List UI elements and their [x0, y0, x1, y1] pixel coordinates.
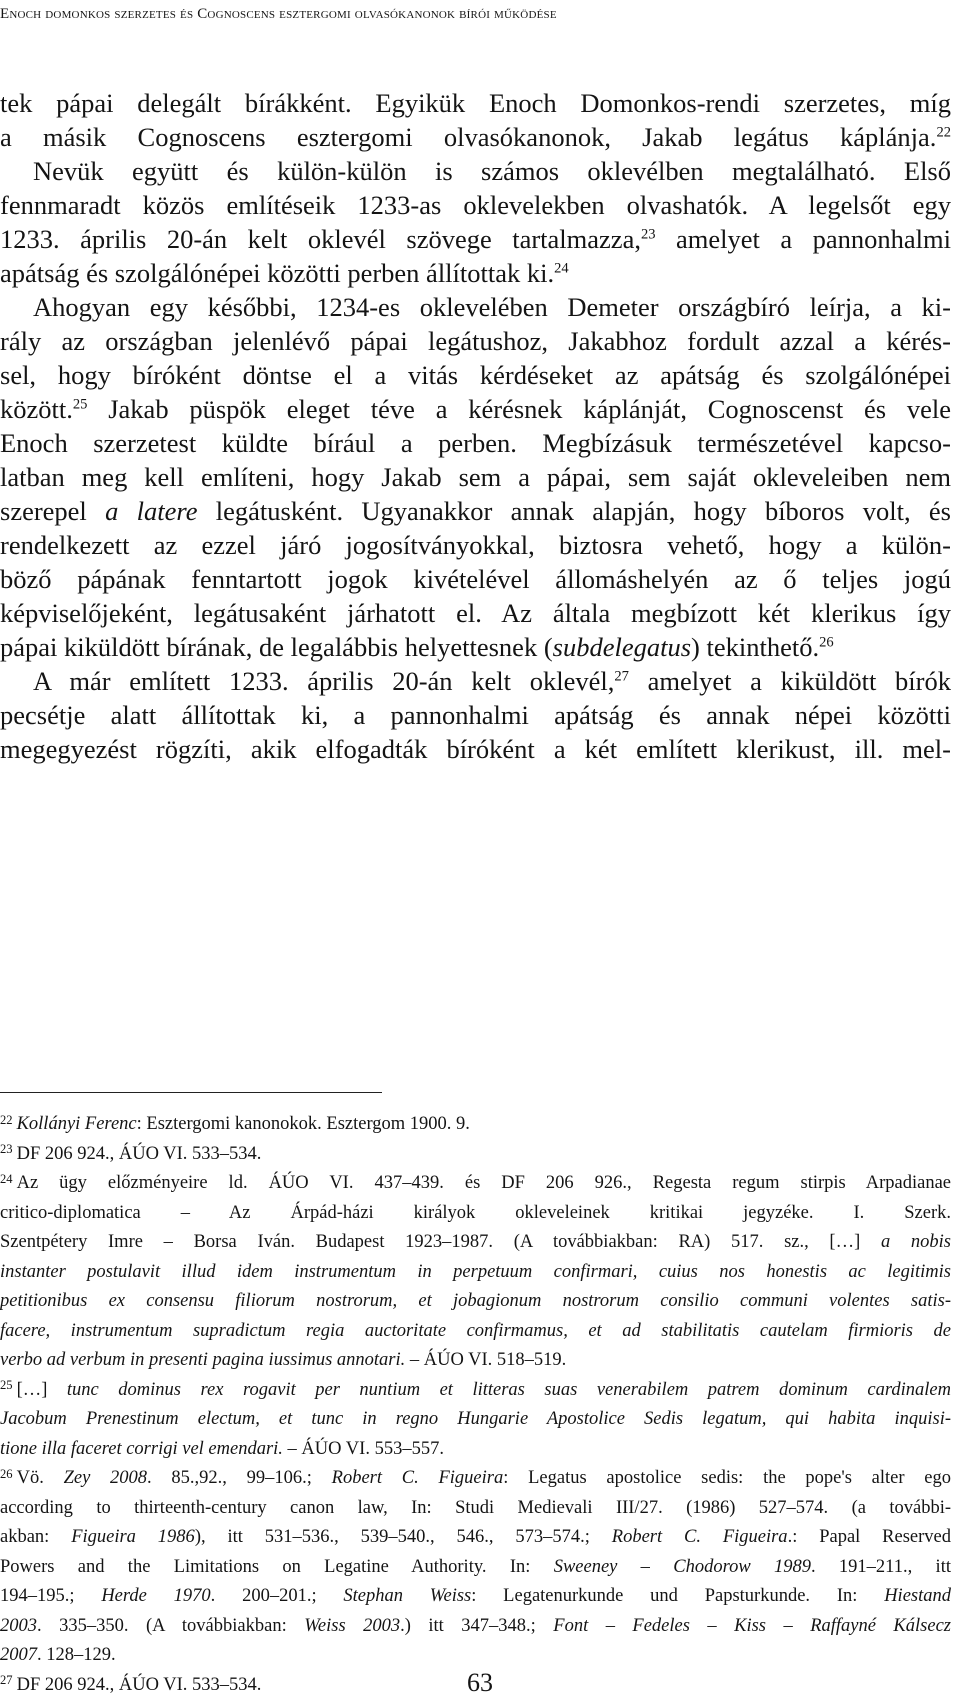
footnote-25: $^{25}$ […] tunc dominus rex rogavit per nuntium et litteras suas venerabilem patrem dominum cardinalem — [0, 1378, 951, 1400]
footnote-line: 2007. 128–129. — [0, 1645, 116, 1665]
footnote-line: 194–195.; Herde 1970. 200–201.; Stephan Weiss: Legatenurkunde und Papsturkunde. In: Hiestand — [0, 1586, 951, 1606]
running-header: Enoch domonkos szerzetes és Cognoscens esztergomi olvasókanonok bírói működése — [0, 6, 557, 22]
footnote-line: petitionibus ex consensu filiorum nostrorum, et jobagionum nostrorum consilio communi volentes satis- — [0, 1291, 951, 1311]
text-line: pecsétje alatt állítottak ki, a pannonhalmi apátság és annak népei közötti — [0, 700, 951, 730]
footnote-22: $^{22}$ Kollányi Ferenc: Esztergomi kanonokok. Esztergom 1900. 9. — [0, 1112, 470, 1134]
text-line: 1233. április 20-án kelt oklevél szövege tartalmazza,$^{23}$ amelyet a pannonhalmi — [0, 224, 951, 254]
footnote-line: verbo ad verbum in presenti pagina iussimus annotari. – ÁÚO VI. 518–519. — [0, 1350, 567, 1370]
footnote-ref[interactable]: 27 — [614, 668, 629, 685]
paragraph-first-line: A már említett 1233. április 20-án kelt oklevél,$^{27}$ amelyet a kiküldött bírók — [33, 666, 951, 696]
text-line: között.$^{25}$ Jakab püspök eleget téve a kérésnek káplánját, Cognoscenst és vele — [0, 394, 951, 424]
footnote-27: $^{27}$ DF 206 924., ÁÚO VI. 533–534. — [0, 1673, 262, 1695]
text-line: megegyezést rögzíti, akik elfogadták bíróként a két említett klerikust, ill. mel- — [0, 734, 951, 764]
footnote-ref[interactable]: 24 — [554, 260, 569, 277]
text-line: tek pápai delegált bírákként. Egyikük Enoch Domonkos-rendi szerzetes, míg — [0, 88, 951, 118]
text-line: a másik Cognoscens esztergomi olvasókanonok, Jakab legátus káplánja.$^{22}$ — [0, 122, 951, 152]
text-line: rály az országban jelenlévő pápai legátushoz, Jakabhoz fordult azzal a kérés- — [0, 326, 951, 356]
paragraph-first-line: Nevük együtt és külön-külön is számos oklevélben megtalálható. Első — [33, 156, 951, 186]
footnote-line: Jacobum Prenestinum electum, et tunc in regno Hungarie Apostolice Sedis legatum, qui habita inquisi- — [0, 1409, 951, 1429]
footnote-26: $^{26}$ Vö. Zey 2008. 85.,92., 99–106.; Robert C. Figueira: Legatus apostolice sedis: the pope's alter ego — [0, 1466, 951, 1488]
text-line: apátság és szolgálónépei közötti perben állítottak ki.$^{24}$ — [0, 258, 569, 288]
text-line: böző pápának fenntartott jogok kivételével állomáshelyén az ő teljes jogú — [0, 564, 951, 594]
text-line: képviselőjeként, legátusaként járhatott el. Az általa megbízott két klerikus így — [0, 598, 951, 628]
footnote-line: facere, instrumentum supradictum regia auctoritate confirmamus, et ad stabilitatis cautelam firmioris de — [0, 1320, 951, 1341]
footnote-line: tione illa faceret corrigi vel emendari. – ÁÚO VI. 553–557. — [0, 1438, 444, 1459]
footnote-line: instanter postulavit illud idem instrumentum in perpetuum confirmari, cuius nos honestis ac legitimis — [0, 1261, 951, 1282]
main-text — [0, 86, 951, 766]
paragraph-first-line: Ahogyan egy későbbi, 1234-es oklevelében Demeter országbíró leírja, a ki- — [33, 292, 951, 322]
footnote-ref[interactable]: 25 — [72, 396, 88, 413]
footnote-line: 2003. 335–350. (A továbbiakban: Weiss 2003.) itt 347–348.; Font – Fedeles – Kiss – Raffayné Kálsecz — [0, 1615, 951, 1636]
text-line: szerepel a latere legátusként. Ugyanakkor annak alapján, hogy bíboros volt, és — [0, 496, 951, 526]
text-line: fennmaradt közös említéseik 1233-as oklevelekben olvashatók. A legelsőt egy — [0, 190, 951, 220]
footnote-ref[interactable]: 23 — [640, 226, 656, 243]
text-line: pápai kiküldött bírának, de legalábbis helyettesnek (subdelegatus) tekinthető.$^{26}$ — [0, 632, 834, 662]
text-line: rendelkezett az ezzel járó jogosítványokkal, biztosra vehető, hogy a külön- — [0, 530, 951, 560]
footnote-ref[interactable]: 26 — [819, 634, 834, 651]
footnote-23: $^{23}$ DF 206 924., ÁÚO VI. 533–534. — [0, 1142, 262, 1164]
footnote-line: Powers and the Limitations on Legatine Authority. In: Sweeney – Chodorow 1989. 191–211., itt — [0, 1556, 951, 1577]
footnote-ref[interactable]: 22 — [936, 124, 951, 141]
footnote-line: according to thirteenth-century canon law, In: Studi Medievali III/27. (1986) 527–574. (a további- — [0, 1497, 951, 1518]
footnotes — [0, 1110, 951, 1700]
page-number: 63 — [467, 1668, 493, 1697]
footnote-line: critico-diplomatica – Az Árpád-házi királyok okleveleinek kritikai jegyzéke. I. Szerk. — [0, 1202, 951, 1223]
text-line: Enoch szerzetest küldte bírául a perben. Megbízásuk természetével kapcso- — [0, 428, 951, 458]
text-line: sel, hogy bíróként döntse el a vitás kérdéseket az apátság és szolgálónépei — [0, 360, 951, 390]
text-line: latban meg kell említeni, hogy Jakab sem a pápai, sem saját okleveleiben nem — [0, 462, 951, 492]
footnote-line: akban: Figueira 1986), itt 531–536., 539–540., 546., 573–574.; Robert C. Figueira.: Papal Reserved — [0, 1527, 952, 1547]
footnote-line: Szentpétery Imre – Borsa Iván. Budapest 1923–1987. (A továbbiakban: RA) 517. sz., […] a nobis — [0, 1232, 952, 1252]
footnote-24: $^{24}$ Az ügy előzményeire ld. ÁÚO VI. 437–439. és DF 206 926., Regesta regum stirpis Arpadianae — [0, 1171, 951, 1193]
footnote-separator — [0, 1092, 382, 1093]
